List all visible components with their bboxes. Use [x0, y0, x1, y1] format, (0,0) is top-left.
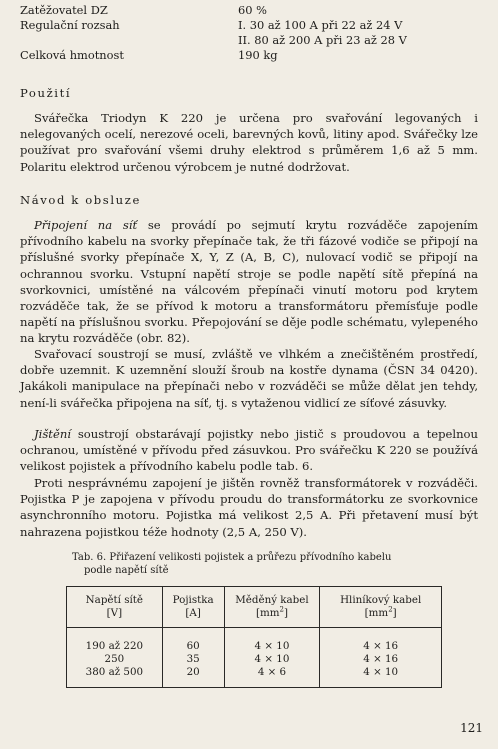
term-connection: Připojení na síť [34, 218, 138, 232]
paragraph-use: Svářečka Triodyn K 220 je určena pro svařování legovaných i nelegovaných ocelí, nerezové oceli, barevných kovů, litiny apod. Svářečky lze používat pro svařování všemi druhy elektrod s průměrem 1,6 až 5 mm. Polaritu elektrod určenou výrobcem je nutné dodržovat. [20, 111, 478, 174]
table-header-row [67, 587, 442, 628]
section-heading-manual: Návod k obsluze [20, 193, 141, 207]
spec-value: I. 30 až 100 A při 22 až 24 V [238, 18, 403, 32]
spec-row [20, 33, 490, 48]
paragraph-text: se provádí po sejmutí krytu rozváděče zapojením přívodního kabelu na svorky přepínače tak, že tři fázové vodiče se připojí na příslušné svorky přepínače X, Y, Z (A, B, C), nulovací vodič se připojí na ochrannou svorku. Vstupní napětí stroje se podle napětí sítě přepíná na svorkovnici, umístěné na válcovém přepínači vinutí motoru pod krytem rozváděče tak, že se přívod k motoru a transformátoru přemísťuje podle napětí na příslušnou svorku. Přepojování se děje podle schématu, vylepeného na krytu rozváděče (obr. 82). [20, 218, 479, 346]
table-cell: 4 × 10 [224, 628, 320, 654]
header-copper-cable: Měděný kabel $[mm^2]$ [224, 587, 320, 628]
table-cell: 35 [162, 653, 224, 666]
table-cell: 4 × 10 [224, 653, 320, 666]
header-fuse: Pojistka [A] [162, 587, 224, 628]
term-protection: Jištění [34, 427, 72, 441]
table-cell: 4 × 10 [320, 666, 442, 688]
header-aluminium-cable: Hliníkový kabel $[mm^2]$ [320, 587, 442, 628]
page-number: 121 [460, 721, 483, 735]
paragraph-grounding: Svařovací soustrojí se musí, zvláště ve vlhkém a znečištěném prostředí, dobře uzemnit. K uzemnění slouží šroub na kostře dynama (ČSN 34 0420). Jakákoli manipulace na přepínači nebo v rozváděči se může dělat jen tehdy, není-li svářečka připojena na síť, tj. s vytaženou vidlicí ze síťové zásuvky. [20, 347, 478, 410]
table-cell: 380 až 500 [67, 666, 163, 688]
spec-label: Zatěžovatel DZ [20, 3, 108, 17]
fuse-cable-table [66, 586, 442, 688]
table-cell: 60 [162, 628, 224, 654]
table-cell: 250 [67, 653, 163, 666]
table-row [67, 628, 442, 654]
spec-list [20, 3, 490, 63]
table-caption [72, 551, 432, 577]
spec-value: 190 kg [238, 48, 278, 62]
paragraph-text: soustrojí obstarávají pojistky nebo jistič s proudovou a tepelnou ochranou, umístěné v přívodu před zásuvkou. Pro svářečku K 220 se používá velikost pojistek a přívodního kabelu podle tab. 6. [20, 427, 478, 474]
spec-label [20, 33, 238, 48]
table-row [67, 653, 442, 666]
table-cell: 4 × 16 [320, 653, 442, 666]
table-cell: 20 [162, 666, 224, 688]
spec-value: II. 80 až 200 A při 23 až 28 V [238, 33, 407, 47]
table-row [67, 666, 442, 688]
paragraph-fuse: Proti nesprávnému zapojení je jištěn rovněž transformátorek v rozváděči. Pojistka P je zapojena v přívodu proudu do transformátorku ze svorkovnice asynchronního motoru. Pojistka má velikost 2,5 A. Při přetavení musí být nahrazena pojistkou téže hodnoty (2,5 A, 250 V). [20, 476, 478, 539]
spec-row [20, 18, 490, 33]
spec-label: Regulační rozsah [20, 18, 120, 32]
caption-line: podle napětí sítě [84, 565, 169, 576]
paragraph-protection [20, 426, 478, 475]
spec-value: 60 % [238, 3, 267, 17]
table-cell: 190 až 220 [67, 628, 163, 654]
spec-row [20, 3, 490, 18]
spec-row [20, 48, 490, 63]
header-voltage: Napětí sítě [V] [67, 587, 163, 628]
table-cell: 4 × 16 [320, 628, 442, 654]
table-cell: 4 × 6 [224, 666, 320, 688]
spec-label: Celková hmotnost [20, 48, 124, 62]
paragraph-connection [20, 217, 478, 347]
section-heading-use: Použití [20, 86, 72, 100]
caption-line: Tab. 6. Přiřazení velikosti pojistek a průřezu přívodního kabelu [72, 552, 392, 563]
